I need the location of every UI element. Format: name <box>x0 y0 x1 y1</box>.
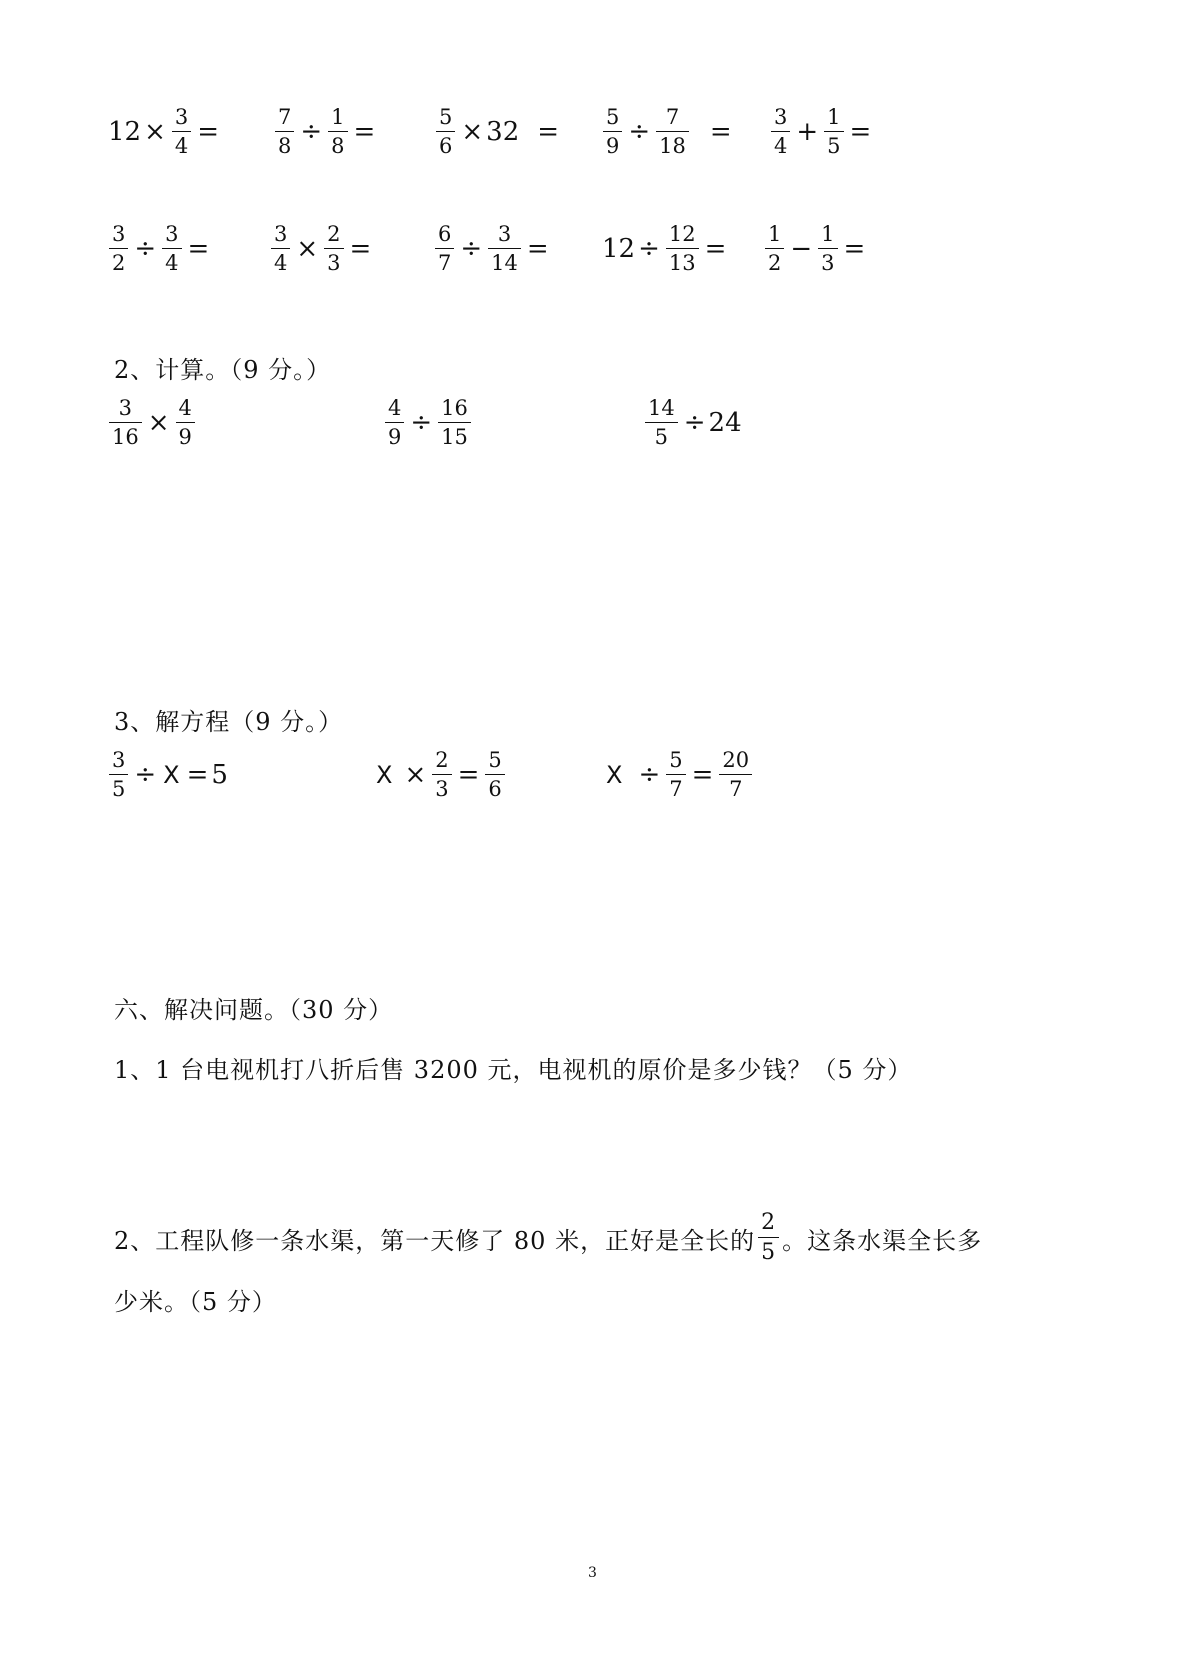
section3-title: 3、解方程（9 分。） <box>114 708 344 736</box>
row2-expr-1 <box>106 224 212 274</box>
fraction: $\frac{12}{13}$ <box>666 224 699 274</box>
number: 24 <box>708 408 742 438</box>
row1-expr-2 <box>272 107 378 157</box>
divide-sign: ÷ <box>300 117 323 147</box>
question-2-text-before: 2、工程队修一条水渠，第一天修了 80 米，正好是全长的 <box>114 1226 756 1255</box>
section2-expr-1 <box>106 398 198 448</box>
equals-sign: = <box>709 117 732 147</box>
equals-sign: = <box>537 117 560 147</box>
row2-expr-2 <box>268 224 374 274</box>
fraction: $\frac{5}{9}$ <box>603 107 622 157</box>
fraction: $\frac{3}{5}$ <box>109 750 128 800</box>
divide-sign: ÷ <box>460 234 483 264</box>
fraction: $\frac{3}{14}$ <box>488 224 521 274</box>
multiply-sign: × <box>147 408 170 438</box>
fraction: $\frac{2}{3}$ <box>432 750 451 800</box>
multiply-sign: × <box>296 234 319 264</box>
fraction: $\frac{4}{9}$ <box>176 398 195 448</box>
variable-x: X <box>606 761 623 789</box>
equation-2 <box>372 750 508 800</box>
fraction: $\frac{5}{6}$ <box>436 107 455 157</box>
fraction: $\frac{5}{6}$ <box>485 750 504 800</box>
fraction: $\frac{7}{18}$ <box>656 107 689 157</box>
row2-expr-3 <box>432 224 552 274</box>
fraction: $\frac{6}{7}$ <box>435 224 454 274</box>
row2-expr-5 <box>762 224 868 274</box>
equals-sign: = <box>849 117 872 147</box>
row1-expr-1 <box>108 107 222 157</box>
section6-title: 六、解决问题。（30 分） <box>114 996 394 1024</box>
fraction: $\frac{2}{5}$ <box>758 1212 779 1264</box>
variable-x: X <box>163 761 180 789</box>
question-1: 1、1 台电视机打八折后售 3200 元，电视机的原价是多少钱？（5 分） <box>114 1056 913 1084</box>
equals-sign: = <box>704 234 727 264</box>
divide-sign: ÷ <box>638 234 660 264</box>
number: 12 <box>108 117 142 147</box>
equals-sign: = <box>457 760 480 790</box>
equals-sign: = <box>197 117 220 147</box>
variable-x: X <box>376 761 393 789</box>
fraction: $\frac{3}{2}$ <box>109 224 128 274</box>
fraction: $\frac{3}{4}$ <box>172 107 191 157</box>
equals-sign: = <box>186 760 209 790</box>
fraction: $\frac{3}{4}$ <box>771 107 790 157</box>
equals-sign: = <box>187 234 210 264</box>
fraction: $\frac{4}{9}$ <box>385 398 404 448</box>
minus-sign: − <box>790 234 813 264</box>
divide-sign: ÷ <box>134 234 157 264</box>
equals-sign: = <box>691 760 714 790</box>
fraction: $\frac{3}{4}$ <box>162 224 181 274</box>
multiply-sign: × <box>404 760 427 790</box>
fraction: $\frac{3}{4}$ <box>271 224 290 274</box>
multiply-sign: × <box>461 117 484 147</box>
fraction: $\frac{1}{5}$ <box>824 107 843 157</box>
divide-sign: ÷ <box>134 760 157 790</box>
divide-sign: ÷ <box>410 408 433 438</box>
row1-expr-5 <box>768 107 874 157</box>
fraction: $\frac{7}{8}$ <box>275 107 294 157</box>
fraction: $\frac{16}{15}$ <box>438 398 471 448</box>
section2-expr-3 <box>642 398 742 448</box>
row1-expr-4 <box>600 107 735 157</box>
divide-sign: ÷ <box>638 760 661 790</box>
fraction: $\frac{20}{7}$ <box>719 750 752 800</box>
question-2-text-after: 。这条水渠全长多 <box>782 1226 983 1255</box>
plus-sign: + <box>796 117 819 147</box>
number: 32 <box>486 117 520 147</box>
equation-1 <box>106 750 228 800</box>
divide-sign: ÷ <box>683 408 706 438</box>
equals-sign: = <box>843 234 866 264</box>
multiply-sign: × <box>144 117 166 147</box>
section2-title: 2、计算。（9 分。） <box>114 356 332 384</box>
equals-sign: = <box>349 234 372 264</box>
number: 5 <box>211 760 228 790</box>
row1-expr-3 <box>433 107 562 157</box>
divide-sign: ÷ <box>628 117 651 147</box>
row2-expr-4 <box>602 224 729 274</box>
page-number: 3 <box>588 1565 597 1581</box>
section2-expr-2 <box>382 398 474 448</box>
equation-3 <box>602 750 755 800</box>
number: 12 <box>602 234 636 264</box>
question-2-line-1 <box>114 1212 982 1264</box>
fraction: $\frac{1}{3}$ <box>818 224 837 274</box>
fraction: $\frac{14}{5}$ <box>645 398 678 448</box>
fraction: $\frac{5}{7}$ <box>666 750 685 800</box>
fraction: $\frac{1}{2}$ <box>765 224 784 274</box>
fraction: $\frac{3}{16}$ <box>109 398 142 448</box>
fraction: $\frac{2}{3}$ <box>324 224 343 274</box>
equals-sign: = <box>353 117 376 147</box>
question-2-line-2: 少米。（5 分） <box>114 1288 277 1316</box>
fraction: $\frac{1}{8}$ <box>328 107 347 157</box>
equals-sign: = <box>526 234 549 264</box>
